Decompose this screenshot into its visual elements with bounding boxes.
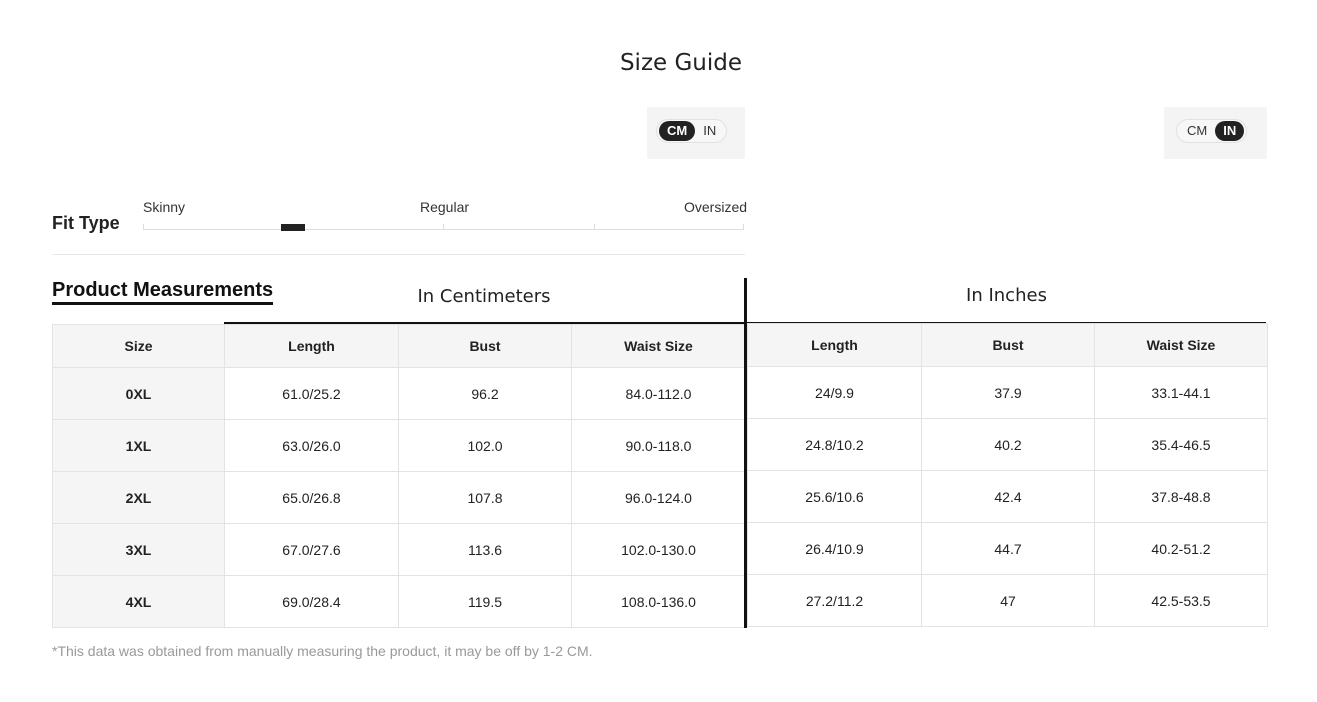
length-cell: 63.0/26.0 [225,420,399,472]
bust-cell: 107.8 [399,472,572,524]
fit-scale-tick [443,224,444,230]
table-row [748,523,1268,575]
column-header-waist: Waist Size [572,325,746,368]
unit-option-cm[interactable]: CM [1187,123,1208,138]
bust-cell: 113.6 [399,524,572,576]
table-header-row [53,325,746,368]
length-cell: 26.4/10.9 [748,523,922,575]
column-header-bust: Bust [399,325,572,368]
bust-cell: 44.7 [922,523,1095,575]
waist-cell: 102.0-130.0 [572,524,746,576]
bust-cell: 96.2 [399,368,572,420]
waist-cell: 84.0-112.0 [572,368,746,420]
unit-toggle-right-container [1164,107,1267,159]
column-header-bust: Bust [922,324,1095,367]
unit-divider [744,278,747,628]
waist-cell: 37.8-48.8 [1095,471,1268,523]
table-header-row [748,324,1268,367]
length-cell: 67.0/27.6 [225,524,399,576]
table-row [748,575,1268,627]
table-row [53,576,746,628]
size-cell: 0XL [53,368,225,420]
waist-cell: 35.4-46.5 [1095,419,1268,471]
table-row [53,368,746,420]
fit-type-indicator [281,224,305,231]
unit-option-in[interactable]: IN [1215,121,1244,141]
waist-cell: 108.0-136.0 [572,576,746,628]
length-cell: 65.0/26.8 [225,472,399,524]
waist-cell: 33.1-44.1 [1095,367,1268,419]
bust-cell: 119.5 [399,576,572,628]
fit-type-label: Fit Type [52,213,120,233]
bust-cell: 102.0 [399,420,572,472]
column-header-length: Length [748,324,922,367]
unit-toggle-right[interactable] [1176,119,1247,143]
table-row [53,472,746,524]
table-row [748,471,1268,523]
length-cell: 27.2/11.2 [748,575,922,627]
size-cell: 3XL [53,524,225,576]
fit-tick-oversized: Oversized [684,199,748,215]
bust-cell: 47 [922,575,1095,627]
length-cell: 25.6/10.6 [748,471,922,523]
centimeters-header: In Centimeters [417,286,551,307]
waist-cell: 90.0-118.0 [572,420,746,472]
size-cell: 1XL [53,420,225,472]
table-row [53,420,746,472]
length-cell: 69.0/28.4 [225,576,399,628]
inches-header: In Inches [966,285,1047,306]
table-row [53,524,746,576]
unit-option-cm[interactable]: CM [659,121,695,141]
length-cell: 24.8/10.2 [748,419,922,471]
size-cell: 2XL [53,472,225,524]
product-measurements-title: Product Measurements [52,279,273,305]
column-header-size: Size [53,325,225,368]
centimeters-table [52,324,746,628]
page-title: Size Guide [619,50,743,76]
bust-cell: 37.9 [922,367,1095,419]
length-cell: 61.0/25.2 [225,368,399,420]
size-cell: 4XL [53,576,225,628]
fit-scale-tick [143,224,144,230]
waist-cell: 40.2-51.2 [1095,523,1268,575]
fit-scale-tick [743,224,744,230]
section-divider [52,254,745,255]
unit-toggle-left-container [647,107,745,159]
length-cell: 24/9.9 [748,367,922,419]
fit-tick-skinny: Skinny [143,199,186,215]
table-row [748,419,1268,471]
measurement-footnote: *This data was obtained from manually measuring the product, it may be off by 1-2 CM. [52,643,593,659]
waist-cell: 42.5-53.5 [1095,575,1268,627]
fit-scale-tick [594,224,595,230]
column-header-waist: Waist Size [1095,324,1268,367]
table-row [748,367,1268,419]
inches-table [747,323,1268,627]
unit-toggle-left[interactable] [656,119,727,143]
bust-cell: 42.4 [922,471,1095,523]
waist-cell: 96.0-124.0 [572,472,746,524]
fit-tick-regular: Regular [420,199,470,215]
unit-option-in[interactable]: IN [703,123,717,138]
column-header-length: Length [225,325,399,368]
bust-cell: 40.2 [922,419,1095,471]
